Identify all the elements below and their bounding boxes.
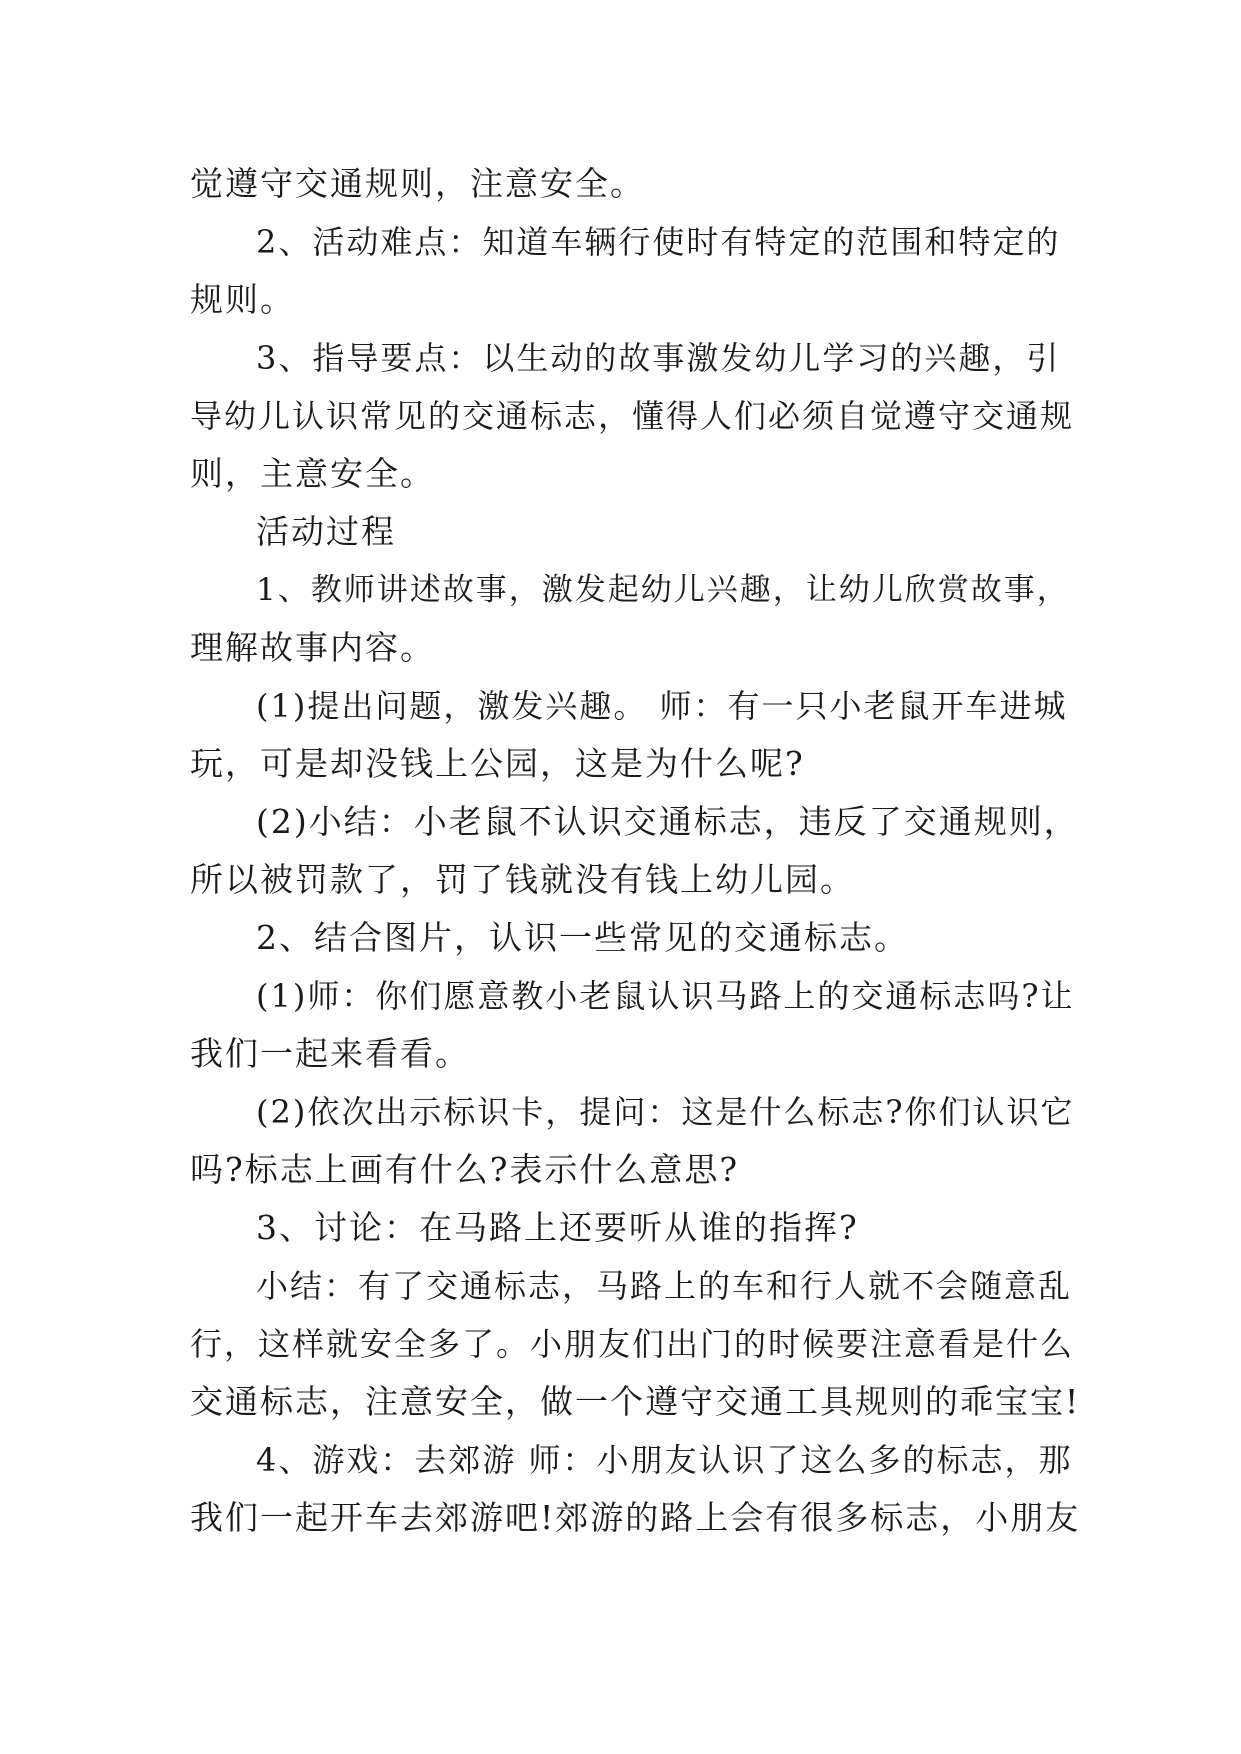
text-line: 4、游戏：去郊游 师：小朋友认识了这么多的标志，那 (256, 1441, 1073, 1479)
text-line: 觉遵守交通规则，注意安全。 (190, 164, 645, 203)
text-line: 3、讨论：在马路上还要听从谁的指挥? (256, 1208, 859, 1247)
text-line: 行，这样就安全多了。小朋友们出门的时候要注意看是什么 (190, 1325, 1075, 1363)
text-line: 3、指导要点：以生动的故事激发幼儿学习的兴趣，引 (256, 339, 1061, 377)
text-line: (1)提出问题，激发兴趣。 师：有一只小老鼠开车进城 (256, 687, 1068, 725)
text-line: 规则。 (190, 280, 295, 319)
text-line: 我们一起开车去郊游吧!郊游的路上会有很多标志，小朋友 (190, 1498, 1081, 1537)
text-line: 导幼儿认识常见的交通标志，懂得人们必须自觉遵守交通规 (190, 397, 1075, 435)
text-line: 理解故事内容。 (190, 628, 435, 667)
text-line: 则，主意安全。 (190, 454, 435, 493)
text-line: (1)师：你们愿意教小老鼠认识马路上的交通标志吗?让 (256, 977, 1075, 1015)
text-line: (2)小结：小老鼠不认识交通标志，违反了交通规则， (256, 802, 1079, 841)
text-line: 吗?标志上画有什么?表示什么意思? (190, 1150, 740, 1189)
text-line: (2)依次出示标识卡，提问：这是什么标志?你们认识它 (256, 1093, 1075, 1131)
text-line: 1、教师讲述故事，激发起幼儿兴趣，让幼儿欣赏故事， (256, 572, 1070, 608)
text-line: 交通标志，注意安全，做一个遵守交通工具规则的乖宝宝! (190, 1382, 1081, 1421)
text-line: 所以被罚款了，罚了钱就没有钱上幼儿园。 (190, 860, 855, 899)
text-line: 小结：有了交通标志，马路上的车和行人就不会随意乱 (256, 1267, 1073, 1305)
section-heading: 活动过程 (256, 512, 396, 551)
text-line: 2、活动难点：知道车辆行使时有特定的范围和特定的 (256, 223, 1061, 261)
text-line: 2、结合图片，认识一些常见的交通标志。 (256, 918, 909, 957)
text-line: 我们一起来看看。 (190, 1034, 470, 1073)
text-line: 玩，可是却没钱上公园，这是为什么呢? (190, 744, 805, 783)
